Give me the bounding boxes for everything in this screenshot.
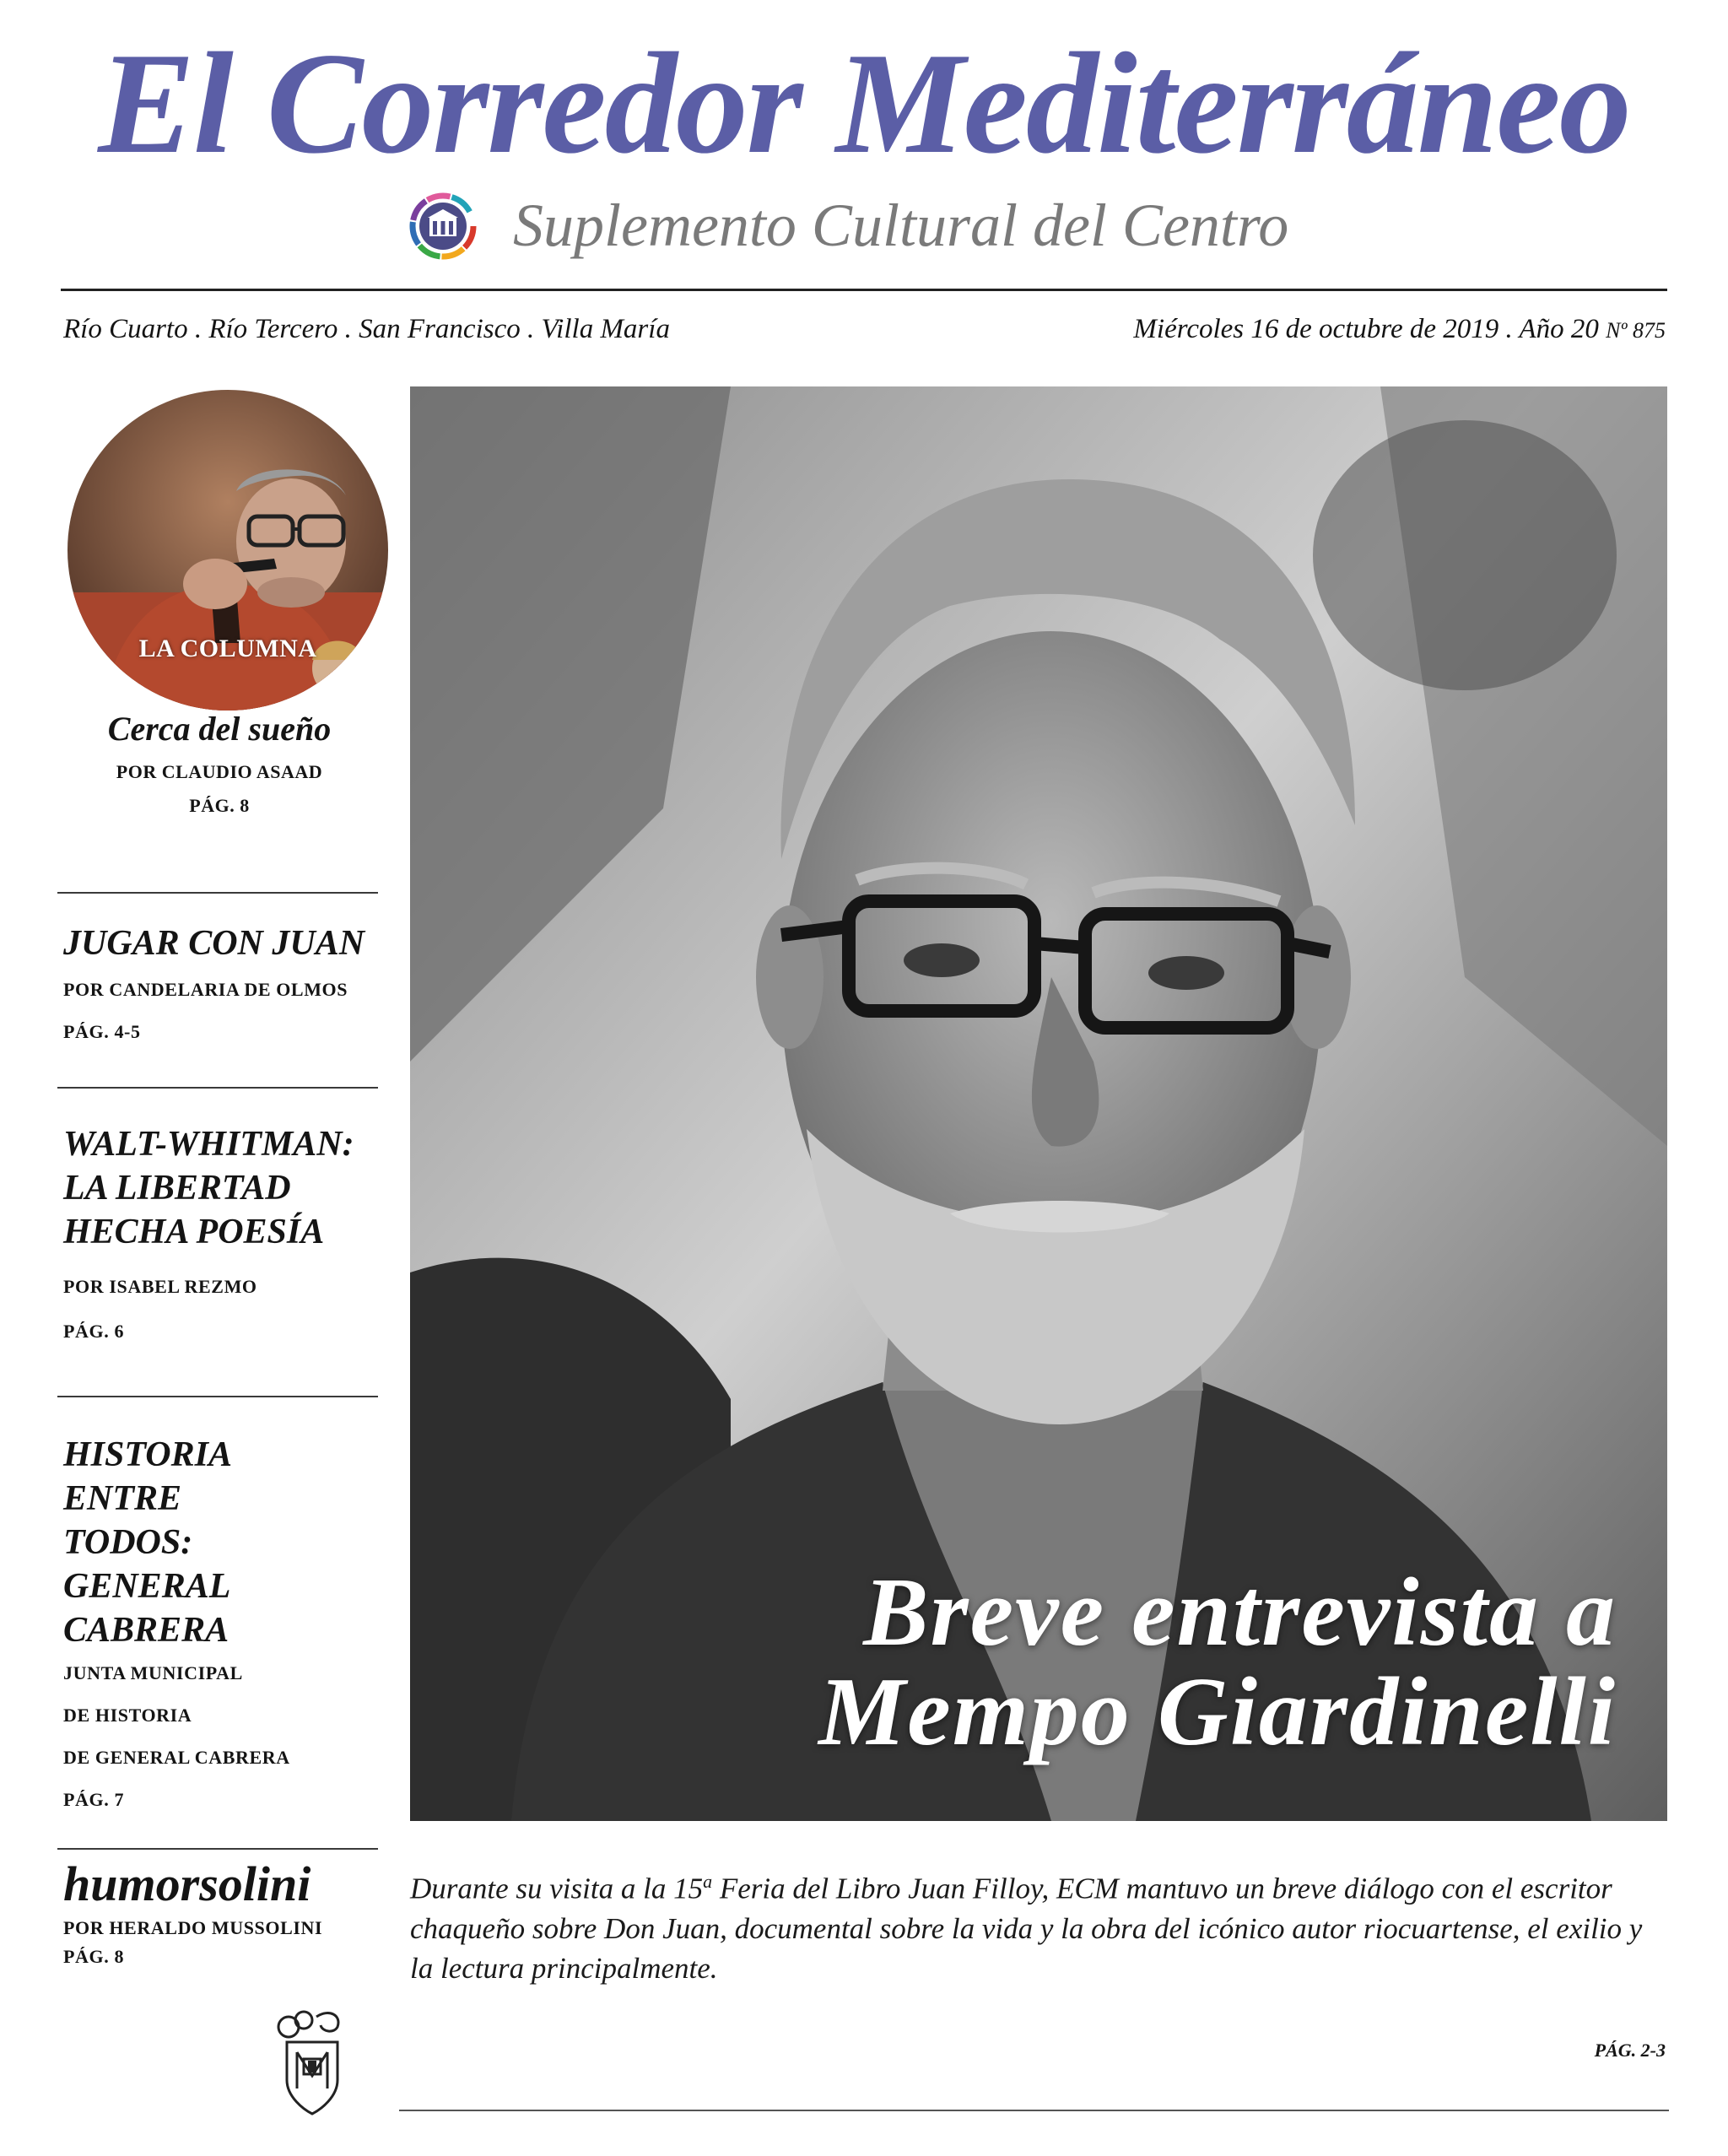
humor-byline: POR HERALDO MUSSOLINI <box>63 1917 323 1938</box>
dateline-date <box>1133 312 1666 348</box>
humor-page: PÁG. 8 <box>63 1946 125 1967</box>
sidebar-item-byline: DE GENERAL CABRERA <box>63 1747 290 1768</box>
masthead-title: El Corredor Mediterráneo <box>98 24 1630 184</box>
masthead-subtitle-row <box>0 184 1728 268</box>
colored-ring-building-logo-icon <box>409 192 477 260</box>
cover-lede <box>410 1862 1667 1988</box>
bottom-rule <box>399 2110 1669 2111</box>
divider <box>57 1848 378 1850</box>
sidebar-item-byline: POR CANDELARIA DE OLMOS <box>63 979 348 1000</box>
column-page: PÁG. 8 <box>189 795 250 816</box>
dateline-cities: Río Cuarto . Río Tercero . San Francisco . Villa María <box>63 314 670 344</box>
sidebar-item-page: PÁG. 6 <box>63 1321 125 1342</box>
divider <box>57 892 378 894</box>
cover-photo <box>410 386 1667 1821</box>
cover-headline-line1: Breve entrevista a <box>863 1559 1617 1667</box>
sidebar-item-page: PÁG. 7 <box>63 1789 125 1810</box>
issue-date: Miércoles 16 de octubre de 2019 . Año 20 <box>1133 314 1599 344</box>
lede-ordinal: a <box>703 1871 713 1892</box>
cover-page-ref: PÁG. 2-3 <box>1594 2040 1666 2061</box>
column-title[interactable]: Cerca del sueño <box>107 710 332 748</box>
column-label: LA COLUMNA <box>138 635 317 662</box>
masthead-rule <box>61 289 1667 291</box>
sidebar-item-title[interactable]: WALT-WHITMAN: LA LIBERTAD HECHA POESÍA <box>63 1125 354 1251</box>
column-byline: POR CLAUDIO ASAAD <box>116 761 323 782</box>
divider <box>57 1087 378 1089</box>
sidebar-item-byline: POR ISABEL REZMO <box>63 1276 257 1297</box>
sidebar-item-title[interactable]: HISTORIA ENTRE TODOS: GENERAL CABRERA <box>63 1435 230 1650</box>
lede-text: Durante su visita a la 15 <box>410 1872 704 1905</box>
cover-headline-line2: Mempo Giardinelli <box>818 1658 1617 1766</box>
issue-number: Nº 875 <box>1606 318 1666 343</box>
sidebar-item-byline: JUNTA MUNICIPAL <box>63 1662 243 1683</box>
lede-text: Feria del Libro Juan Filloy, ECM mantuvo un breve diálogo con el escritor chaqueño sobre Don Juan, documental sobre la vida y la obra del icónico autor riocuartense, el exilio y la lectura principalmente. <box>410 1872 1643 1985</box>
cover-headline[interactable] <box>818 1559 1617 1766</box>
divider <box>57 1396 378 1397</box>
sidebar-item-byline: DE HISTORIA <box>63 1705 192 1726</box>
masthead-subtitle: Suplemento Cultural del Centro <box>513 192 1289 259</box>
humor-title[interactable]: humorsolini <box>63 1856 311 1911</box>
coat-of-arms-icon <box>270 2008 354 2118</box>
sidebar-item-title[interactable]: JUGAR CON JUAN <box>63 924 365 963</box>
sidebar-item-page: PÁG. 4-5 <box>63 1021 141 1042</box>
